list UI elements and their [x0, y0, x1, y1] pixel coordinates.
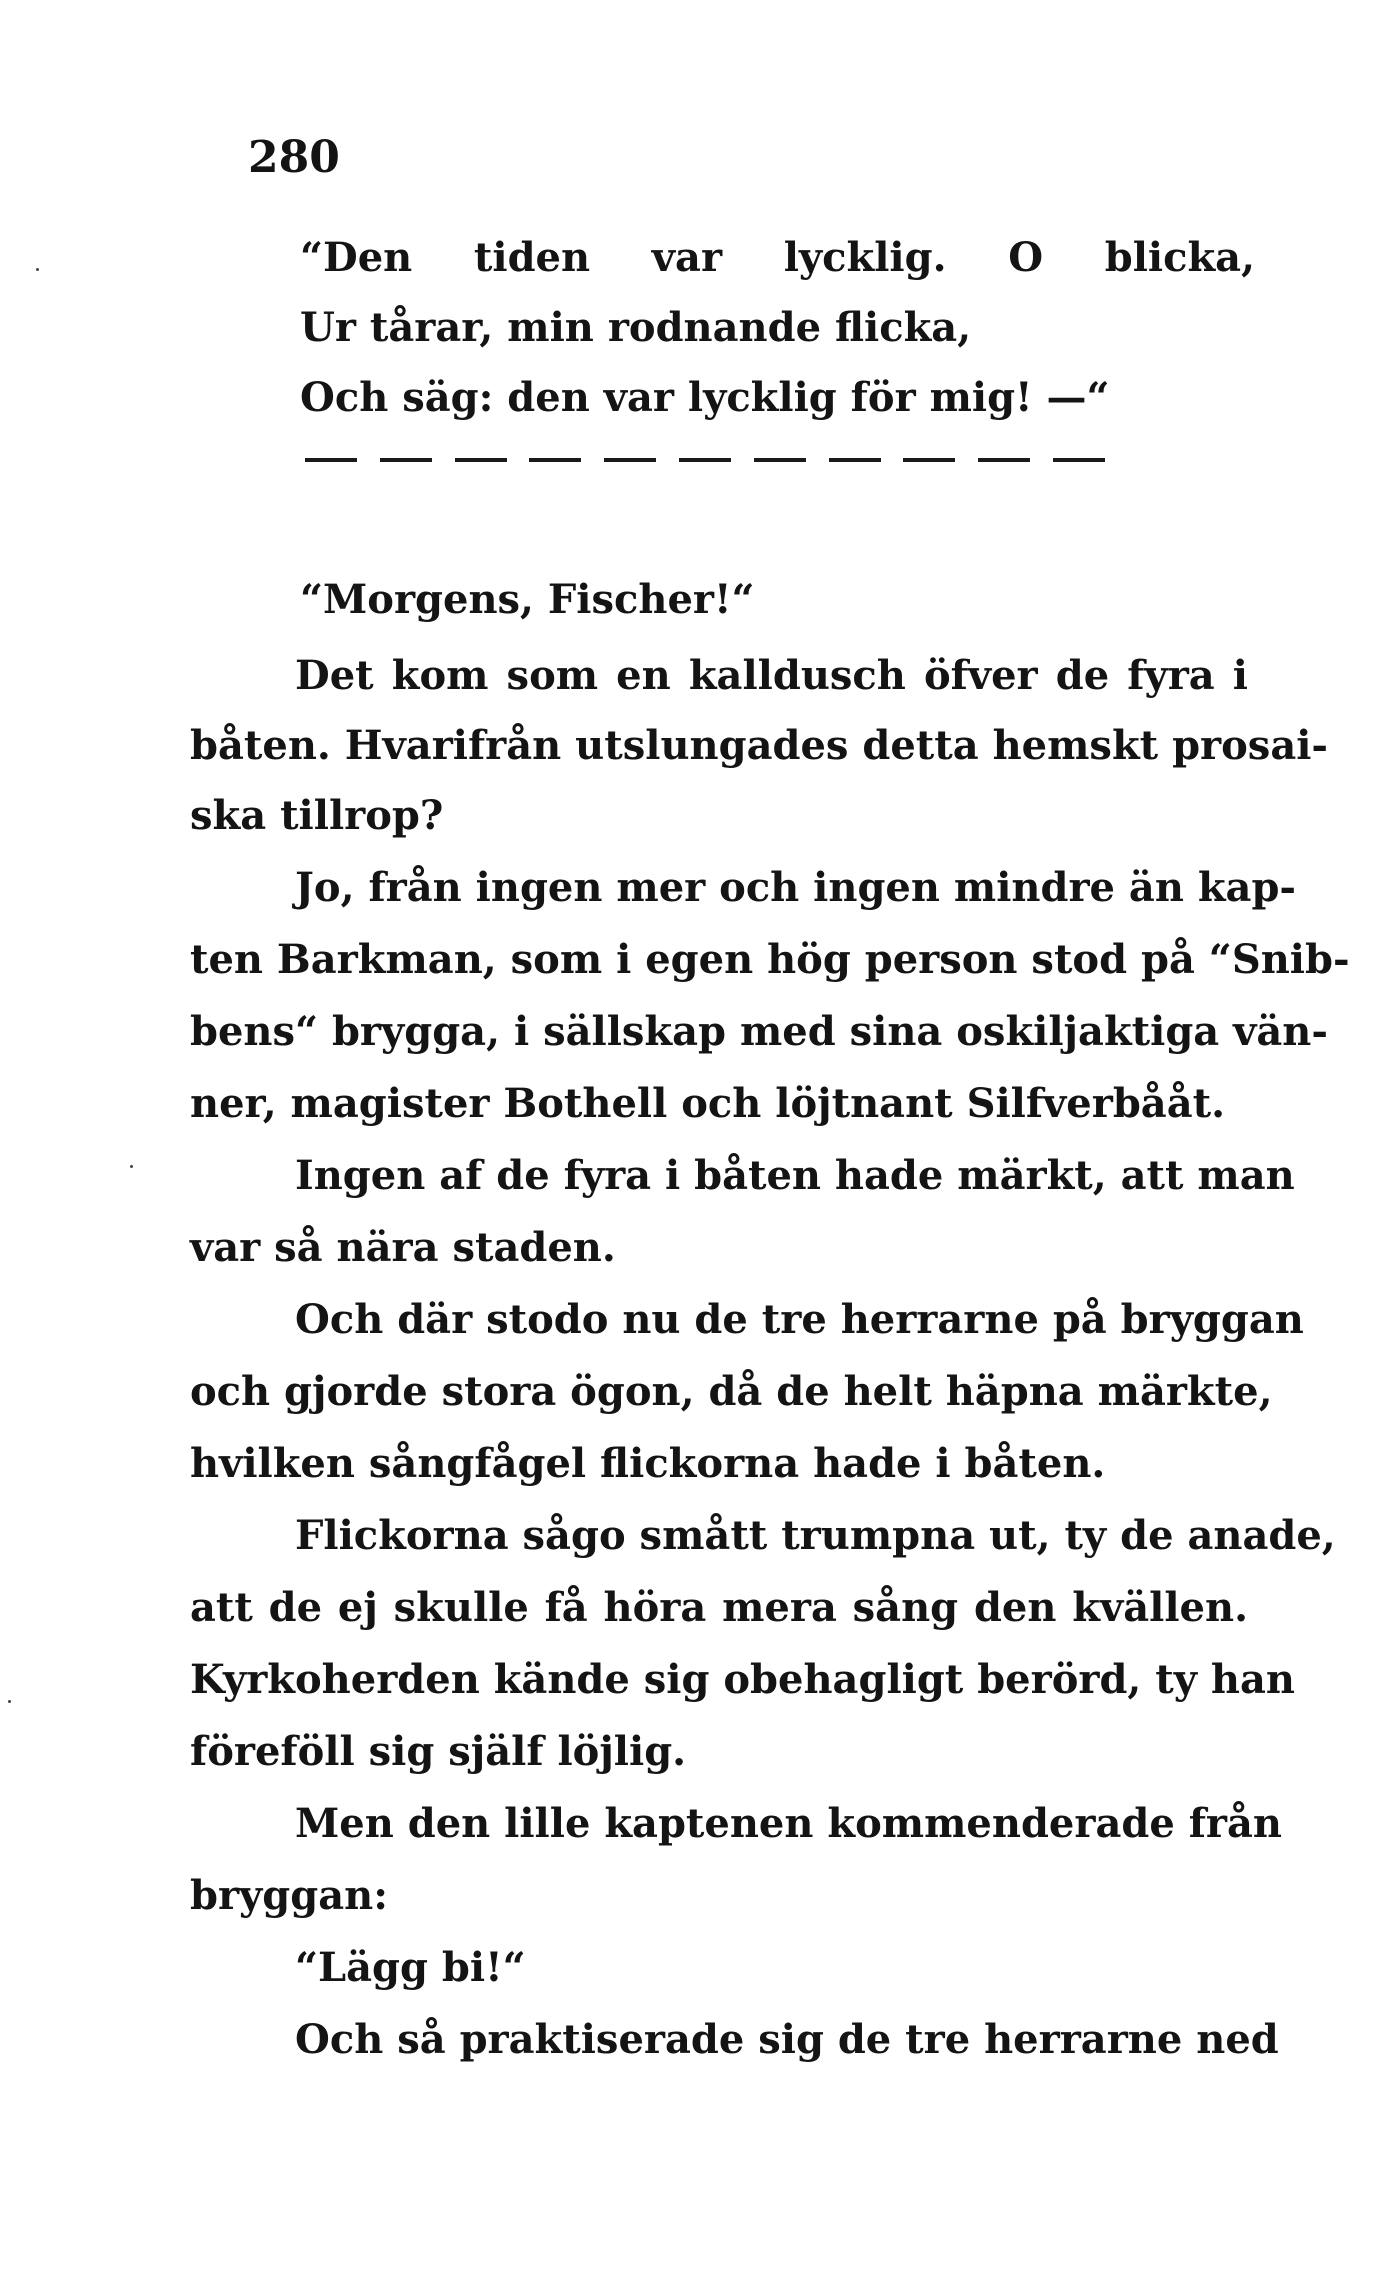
text-line: ten Barkman, som i egen hög person stod på “Snib- [190, 936, 1350, 983]
scan-speck [130, 1165, 133, 1168]
poem-line: Ur tårar, min rodnande flicka, [300, 304, 972, 351]
text-line: att de ej skulle få höra mera sång den kvällen. [190, 1584, 1248, 1631]
text-line: var så nära staden. [190, 1224, 616, 1271]
text-line: Flickorna sågo smått trumpna ut, ty de anade, [295, 1512, 1336, 1559]
text-line: Och där stodo nu de tre herrarne på bryggan [295, 1296, 1304, 1343]
text-line: och gjorde stora ögon, då de helt häpna märkte, [190, 1368, 1273, 1415]
text-line: Jo, från ingen mer och ingen mindre än kap- [295, 864, 1297, 911]
text-line: föreföll sig själf löjlig. [190, 1728, 687, 1775]
text-line: ner, magister Bothell och löjtnant Silfverbååt. [190, 1080, 1226, 1127]
text-line: bens“ brygga, i sällskap med sina oskiljaktiga vän- [190, 1008, 1328, 1055]
text-line: “Lägg bi!“ [295, 1944, 526, 1991]
text-line: Men den lille kaptenen kommenderade från [295, 1800, 1282, 1847]
poem-line: Och säg: den var lycklig för mig! —“ [300, 374, 1110, 421]
text-line: Ingen af de fyra i båten hade märkt, att man [295, 1152, 1295, 1199]
text-line: hvilken sångfågel flickorna hade i båten. [190, 1440, 1106, 1487]
poem-line: “Den tiden var lycklig. O blicka, [300, 234, 1255, 281]
scan-speck [36, 268, 39, 271]
scan-speck [8, 1700, 11, 1703]
text-line: Kyrkoherden kände sig obehagligt berörd, ty han [190, 1656, 1295, 1703]
page-number: 280 [248, 132, 340, 183]
text-line: Det kom som en kalldusch öfver de fyra i [295, 652, 1248, 699]
text-line: båten. Hvarifrån utslungades detta hemskt prosai- [190, 722, 1329, 769]
text-line: bryggan: [190, 1872, 388, 1919]
text-line: Och så praktiserade sig de tre herrarne ned [295, 2016, 1279, 2063]
dash-separator [305, 458, 1105, 464]
exclamation-line: “Morgens, Fischer!“ [300, 576, 755, 623]
text-line: ska tillrop? [190, 792, 444, 839]
